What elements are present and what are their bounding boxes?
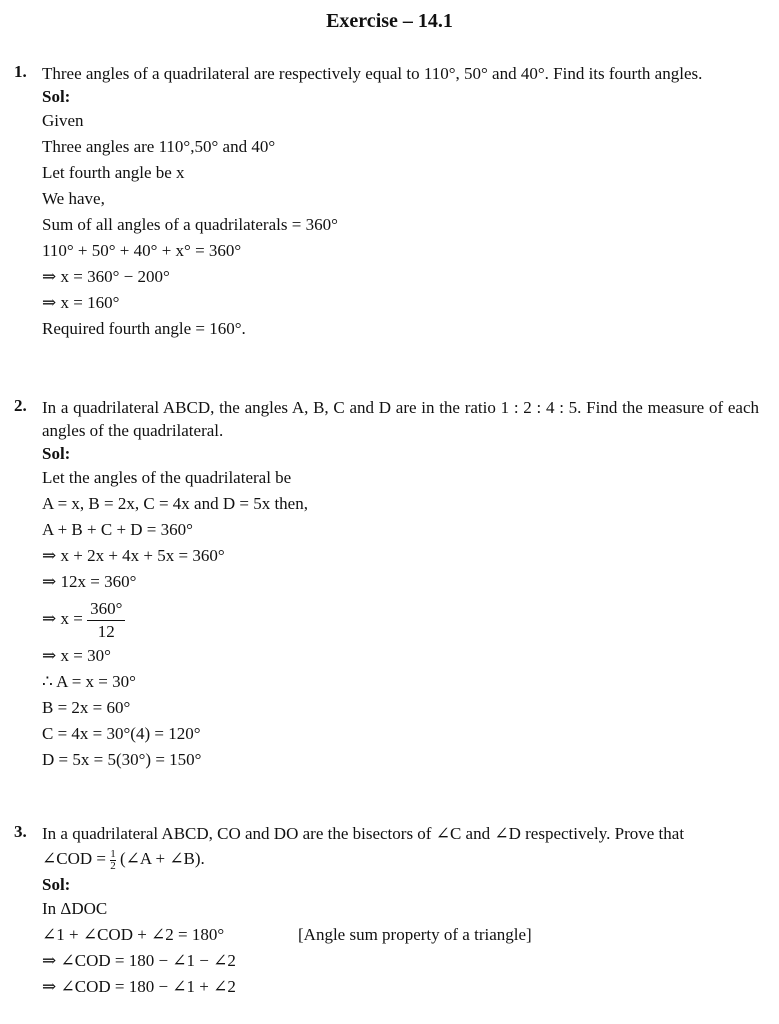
solution-line: Sum of all angles of a quadrilaterals = 360° bbox=[42, 215, 338, 234]
solution-label: Sol: bbox=[42, 875, 71, 894]
solution-line: ⇒ x = 30° bbox=[42, 646, 111, 665]
solution-line: 110° + 50° + 40° + x° = 360° bbox=[42, 241, 242, 260]
question-text: In a quadrilateral ABCD, CO and DO are the bisectors of ∠C and ∠D respectively. Prove that bbox=[42, 824, 685, 843]
solution-line: We have, bbox=[42, 189, 105, 208]
question-3 bbox=[14, 822, 759, 1000]
solution-line: Required fourth angle = 160°. bbox=[42, 319, 246, 338]
solution-line: A = x, B = 2x, C = 4x and D = 5x then, bbox=[42, 494, 308, 513]
page-title: Exercise – 14.1 bbox=[326, 10, 453, 32]
solution-line: B = 2x = 60° bbox=[42, 698, 131, 717]
question-text: In a quadrilateral ABCD, the angles A, B, C and D are in the ratio 1 : 2 : 4 : 5. Find the measure of each angles of the quadrilateral. bbox=[42, 398, 759, 440]
formula-prefix: ∠COD = bbox=[42, 849, 106, 868]
solution-line: Given bbox=[42, 111, 84, 130]
solution-line: Let the angles of the quadrilateral be bbox=[42, 468, 292, 487]
solution-line: D = 5x = 5(30°) = 150° bbox=[42, 750, 202, 769]
question-2 bbox=[14, 396, 759, 773]
solution-text: ∠1 + ∠COD + ∠2 = 180° bbox=[42, 925, 225, 944]
solution-label: Sol: bbox=[42, 444, 71, 463]
fraction-line bbox=[42, 595, 759, 643]
fraction-prefix: ⇒ x = bbox=[42, 609, 83, 628]
solution-line: ⇒ x = 160° bbox=[42, 293, 120, 312]
solution-line: ⇒ ∠COD = 180 − ∠1 + ∠2 bbox=[42, 977, 236, 996]
solution-line: A + B + C + D = 360° bbox=[42, 520, 193, 539]
question-number: 3. bbox=[14, 822, 27, 841]
solution-line-with-note bbox=[42, 922, 759, 948]
formula-suffix: (∠A + ∠B). bbox=[119, 849, 205, 868]
solution-line: Let fourth angle be x bbox=[42, 163, 185, 182]
question-number: 2. bbox=[14, 396, 27, 415]
fraction-numerator: 360° bbox=[87, 598, 125, 621]
half-numerator: 1 bbox=[110, 847, 116, 860]
solution-line: Three angles are 110°,50° and 40° bbox=[42, 137, 276, 156]
solution-line: ⇒ x = 360° − 200° bbox=[42, 267, 170, 286]
fraction bbox=[87, 598, 125, 643]
solution-line: ⇒ 12x = 360° bbox=[42, 572, 137, 591]
question-1 bbox=[14, 62, 759, 342]
half-denominator: 2 bbox=[110, 859, 116, 872]
solution-line: ⇒ x + 2x + 4x + 5x = 360° bbox=[42, 546, 225, 565]
half-fraction bbox=[110, 849, 116, 872]
fraction-denominator: 12 bbox=[97, 621, 115, 641]
solution-line: ⇒ ∠COD = 180 − ∠1 − ∠2 bbox=[42, 951, 236, 970]
solution-line: C = 4x = 30°(4) = 120° bbox=[42, 724, 201, 743]
solution-line: In ΔDOC bbox=[42, 899, 108, 918]
solution-label: Sol: bbox=[42, 87, 71, 106]
question-text: Three angles of a quadrilateral are respectively equal to 110°, 50° and 40°. Find its fourth angles. bbox=[42, 64, 703, 83]
reason-note: [Angle sum property of a triangle] bbox=[298, 925, 532, 944]
question-number: 1. bbox=[14, 62, 27, 81]
question-formula bbox=[42, 845, 759, 873]
solution-line: ∴ A = x = 30° bbox=[42, 672, 136, 691]
